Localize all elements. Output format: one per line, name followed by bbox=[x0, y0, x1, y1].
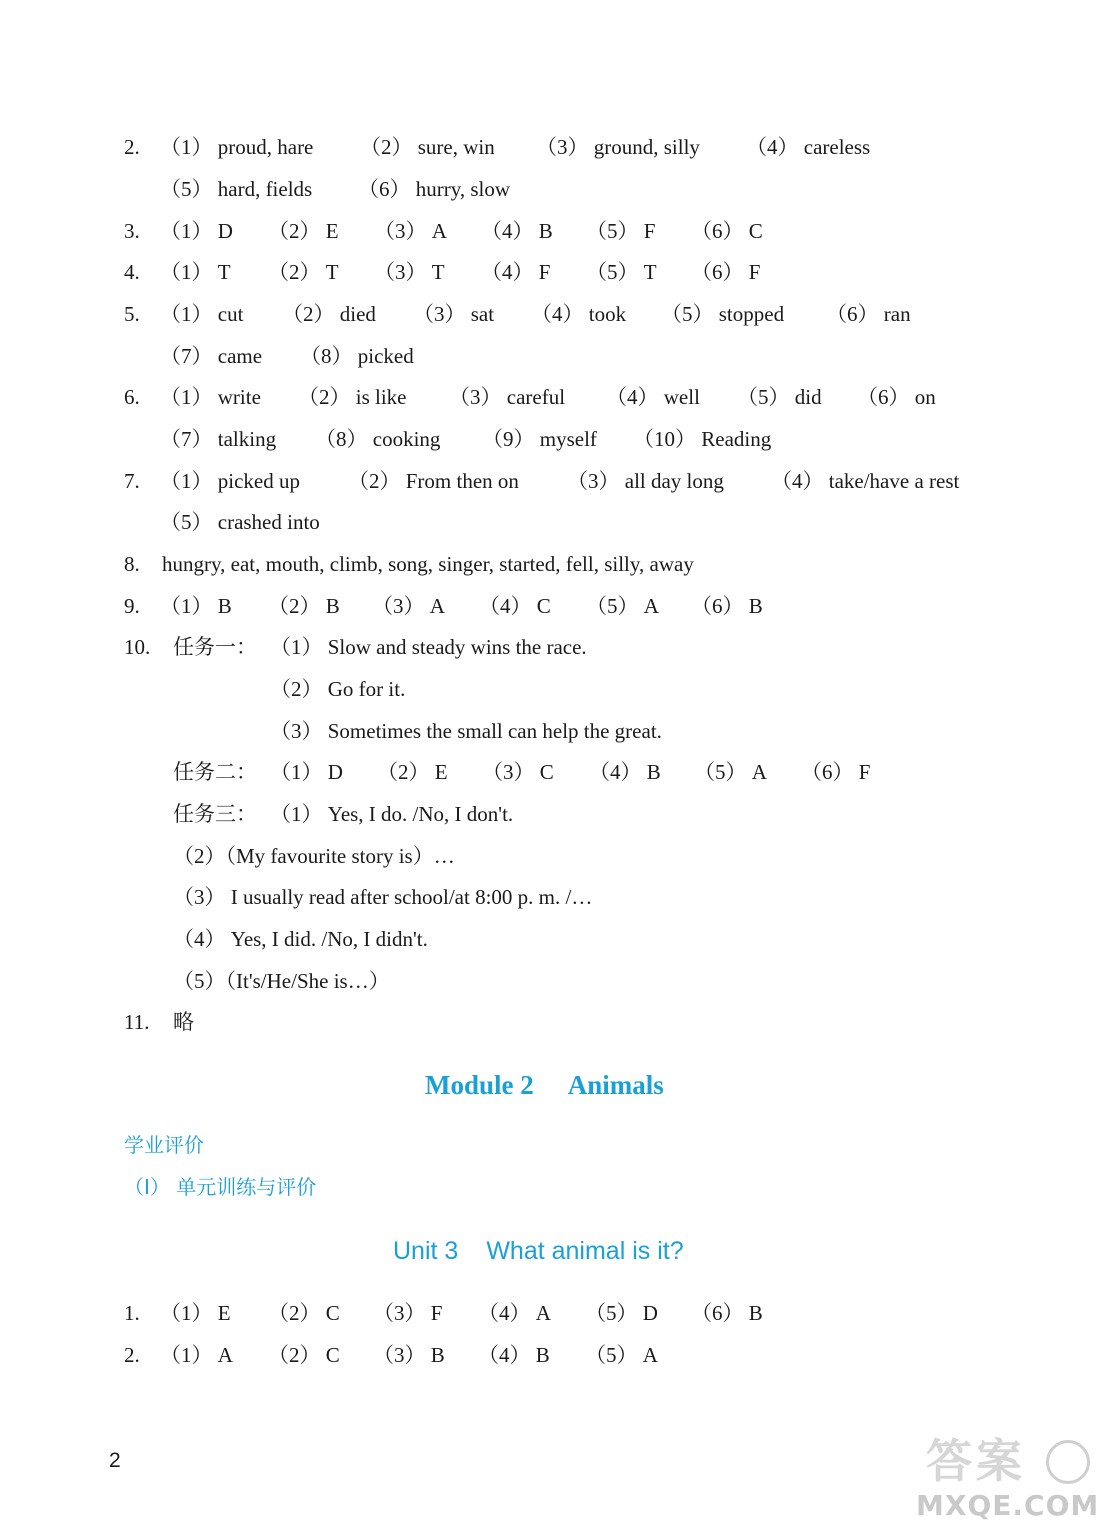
watermark-logo bbox=[906, 1434, 1106, 1530]
answer-item: （6） hurry, slow bbox=[358, 177, 511, 201]
answer-item: （6） on bbox=[857, 385, 936, 409]
answer-item: （2） Go for it. bbox=[270, 677, 406, 701]
answer-item: （4） well bbox=[606, 385, 700, 409]
answer-item: （1） E bbox=[160, 1301, 231, 1325]
answer-item: （5）（It's/He/She is…） bbox=[173, 969, 390, 993]
answer-item: （4） take/have a rest bbox=[771, 469, 960, 493]
answer-item: （6） B bbox=[691, 594, 763, 618]
question-number: 3. bbox=[124, 219, 140, 243]
answer-item: （5） hard, fields bbox=[160, 177, 313, 201]
answer-item: （2） sure, win bbox=[360, 135, 495, 159]
task-label: 任务三： bbox=[173, 802, 257, 826]
answer-item: （3） A bbox=[374, 219, 447, 243]
answer-item: （2） E bbox=[268, 219, 339, 243]
answer-item: （1） T bbox=[160, 260, 231, 284]
module-heading bbox=[425, 1072, 664, 1099]
answer-item: （2） is like bbox=[298, 385, 407, 409]
answer-item: （5） did bbox=[737, 385, 822, 409]
answer-item: （2） B bbox=[268, 594, 340, 618]
answer-item: （1） D bbox=[270, 760, 343, 784]
answer-item: （2） T bbox=[268, 260, 339, 284]
answer-item: （1） Yes, I do. /No, I don't. bbox=[270, 802, 514, 826]
question-number: 2. bbox=[124, 1343, 140, 1367]
answer-item: （3） F bbox=[373, 1301, 443, 1325]
answer-item: （4） F bbox=[481, 260, 551, 284]
question-number: 5. bbox=[124, 302, 140, 326]
answer-item: （5） T bbox=[586, 260, 657, 284]
answer-item: （9） myself bbox=[482, 427, 597, 451]
answer-item: （4） C bbox=[479, 594, 551, 618]
task-label: 任务二： bbox=[173, 760, 257, 784]
answer-item: （5） F bbox=[586, 219, 656, 243]
answer-item: （4） A bbox=[478, 1301, 551, 1325]
answer-item: （6） F bbox=[691, 260, 761, 284]
question-number: 8. bbox=[124, 552, 140, 576]
task-label: 任务一： bbox=[173, 635, 257, 659]
answer-item: （5） D bbox=[585, 1301, 658, 1325]
unit-title: What animal is it? bbox=[486, 1237, 684, 1265]
unit-number: Unit 3 bbox=[393, 1237, 459, 1265]
question-number: 2. bbox=[124, 135, 140, 159]
answer-item: （1） A bbox=[160, 1343, 233, 1367]
question-number: 10. bbox=[124, 635, 151, 659]
answer-item: （4） Yes, I did. /No, I didn't. bbox=[173, 927, 428, 951]
answer-item: （6） C bbox=[691, 219, 763, 243]
watermark-site: MXQE.COM bbox=[916, 1489, 1100, 1522]
answer-item: （3） all day long bbox=[567, 469, 724, 493]
answer-item: （1） D bbox=[160, 219, 233, 243]
answer-item: （10） Reading bbox=[633, 427, 772, 451]
question-number: 7. bbox=[124, 469, 140, 493]
answer-item: （7） came bbox=[160, 344, 263, 368]
answer-item: （3） careful bbox=[449, 385, 566, 409]
answer-item: （2） C bbox=[268, 1301, 340, 1325]
module-number: Module 2 bbox=[425, 1070, 534, 1100]
answer-item: （2） C bbox=[268, 1343, 340, 1367]
answer-item: （2） From then on bbox=[348, 469, 519, 493]
question-number: 9. bbox=[124, 594, 140, 618]
answer-item: （4） careless bbox=[746, 135, 871, 159]
answer-item: （2） E bbox=[377, 760, 448, 784]
answer-item: （4） B bbox=[589, 760, 661, 784]
answer-item: （3） T bbox=[374, 260, 445, 284]
answer-item: （3） C bbox=[482, 760, 554, 784]
answer-item: （1） proud, hare bbox=[160, 135, 314, 159]
section-subtitle: （Ⅰ） 单元训练与评价 bbox=[124, 1175, 317, 1199]
question-number: 1. bbox=[124, 1301, 140, 1325]
answer-item: （8） picked bbox=[300, 344, 414, 368]
answer-item: （1） Slow and steady wins the race. bbox=[270, 635, 587, 659]
question-number: 6. bbox=[124, 385, 140, 409]
answer-item: （6） B bbox=[691, 1301, 763, 1325]
answer-item: （3） B bbox=[373, 1343, 445, 1367]
section-title: 学业评价 bbox=[124, 1133, 204, 1157]
answer-item: （4） B bbox=[481, 219, 553, 243]
answer-item: （3） I usually read after school/at 8:00 p. m. /… bbox=[173, 885, 593, 909]
answer-item: （3） sat bbox=[413, 302, 495, 326]
answer-item: （1） B bbox=[160, 594, 232, 618]
answer-item: （1） cut bbox=[160, 302, 244, 326]
answer-item: （6） ran bbox=[826, 302, 911, 326]
answer-item: （2）（My favourite story is）… bbox=[173, 844, 455, 868]
answer-item: （1） write bbox=[160, 385, 261, 409]
answer-text: hungry, eat, mouth, climb, song, singer, started, fell, silly, away bbox=[162, 552, 694, 576]
answer-item: （2） died bbox=[282, 302, 376, 326]
answer-item: （7） talking bbox=[160, 427, 277, 451]
answer-item: （3） ground, silly bbox=[536, 135, 700, 159]
module-title: Animals bbox=[567, 1070, 664, 1100]
question-number: 4. bbox=[124, 260, 140, 284]
watermark-text: 答案 bbox=[926, 1434, 1026, 1488]
answer-item: （4） took bbox=[531, 302, 627, 326]
answer-item: （1） picked up bbox=[160, 469, 300, 493]
question-number: 11. bbox=[124, 1010, 150, 1034]
answer-item: （6） F bbox=[801, 760, 871, 784]
unit-heading bbox=[393, 1239, 684, 1264]
answer-item: （3） A bbox=[372, 594, 445, 618]
page-number: 2 bbox=[109, 1449, 121, 1472]
answer-item: （8） cooking bbox=[315, 427, 441, 451]
answer-item: （4） B bbox=[478, 1343, 550, 1367]
answer-item: （5） stopped bbox=[661, 302, 785, 326]
answer-text: 略 bbox=[173, 1010, 194, 1034]
answer-item: （5） A bbox=[586, 594, 659, 618]
answer-item: （3） Sometimes the small can help the great. bbox=[270, 719, 662, 743]
answer-item: （5） A bbox=[585, 1343, 658, 1367]
watermark-badge-icon bbox=[1046, 1440, 1090, 1484]
answer-item: （5） crashed into bbox=[160, 510, 320, 534]
answer-item: （5） A bbox=[694, 760, 767, 784]
